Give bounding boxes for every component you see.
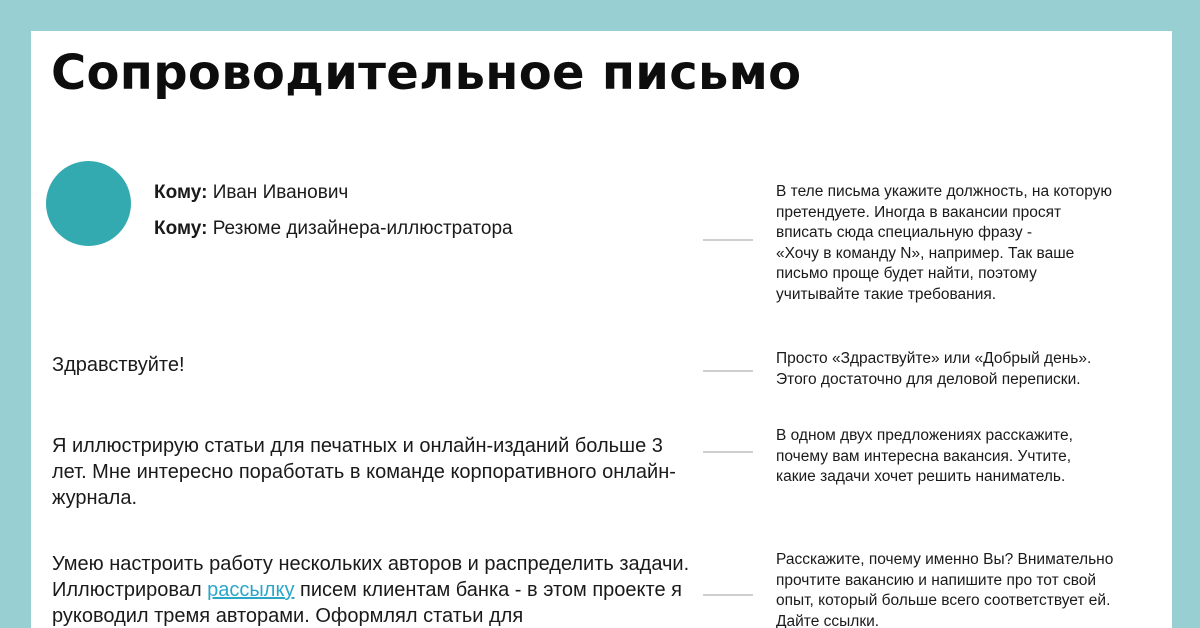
experience-text-start: Умею настроить работу нескольких авторов и распределить задачи. Иллюстрировал — [52, 553, 690, 601]
note-subject — [776, 182, 1171, 305]
note-line: почему вам интересна вакансия. Учтите, — [776, 447, 1072, 465]
intro-paragraph: Я иллюстрирую статьи для печатных и онлайн-изданий больше 3 лет. Мне интересно поработать в команде корпоративного онлайн-журнала. — [52, 435, 676, 509]
note-line: Дайте ссылки. — [776, 612, 880, 628]
connector-line — [703, 451, 753, 453]
note-line: претендуете. Иногда в вакансии просят — [776, 203, 1062, 221]
note-line: «Хочу в команду N», например. Так ваше — [776, 244, 1075, 262]
note-line: Просто «Здраствуйте» или «Добрый день». — [776, 350, 1092, 367]
avatar — [46, 161, 131, 246]
greeting-text: Здравствуйте! — [52, 354, 185, 376]
note-greeting — [776, 349, 1171, 390]
connector-line — [703, 370, 753, 372]
note-line: письмо проще будет найти, поэтому — [776, 265, 1037, 282]
connector-line — [703, 594, 753, 596]
note-line: В одном двух предложениях расскажите, — [776, 427, 1073, 444]
note-line: Расскажите, почему именно Вы? Внимательно — [776, 551, 1114, 568]
note-line: учитывайте такие требования. — [776, 285, 997, 303]
note-line: Этого достаточно для деловой переписки. — [776, 370, 1081, 388]
note-experience — [776, 550, 1171, 628]
note-line: прочтите вакансию и напишите про тот свой — [776, 571, 1097, 589]
note-line: В теле письма укажите должность, на которую — [776, 183, 1113, 200]
experience-text-end: писем клиентам банка - в этом проекте я руководил тремя авторами. Оформлял статьи для — [52, 579, 682, 627]
note-line: опыт, который больше всего соответствует ей. — [776, 592, 1111, 609]
to-label: Кому: — [154, 182, 208, 203]
page-title: Сопроводительное письмо — [51, 45, 802, 101]
connector-line — [703, 239, 753, 241]
subject-line — [154, 218, 513, 240]
subject-value: Резюме дизайнера-иллюстратора — [212, 218, 513, 239]
note-intro — [776, 426, 1171, 488]
note-line: вписать сюда специальную фразу - — [776, 224, 1033, 241]
mailing-link[interactable]: рассылку — [207, 579, 295, 601]
to-line — [154, 182, 348, 204]
letter-sheet — [31, 31, 1172, 628]
to-value: Иван Иванович — [212, 182, 349, 203]
experience-paragraph — [52, 551, 692, 628]
note-line: какие задачи хочет решить наниматель. — [776, 468, 1066, 485]
subject-label: Кому: — [154, 218, 208, 239]
